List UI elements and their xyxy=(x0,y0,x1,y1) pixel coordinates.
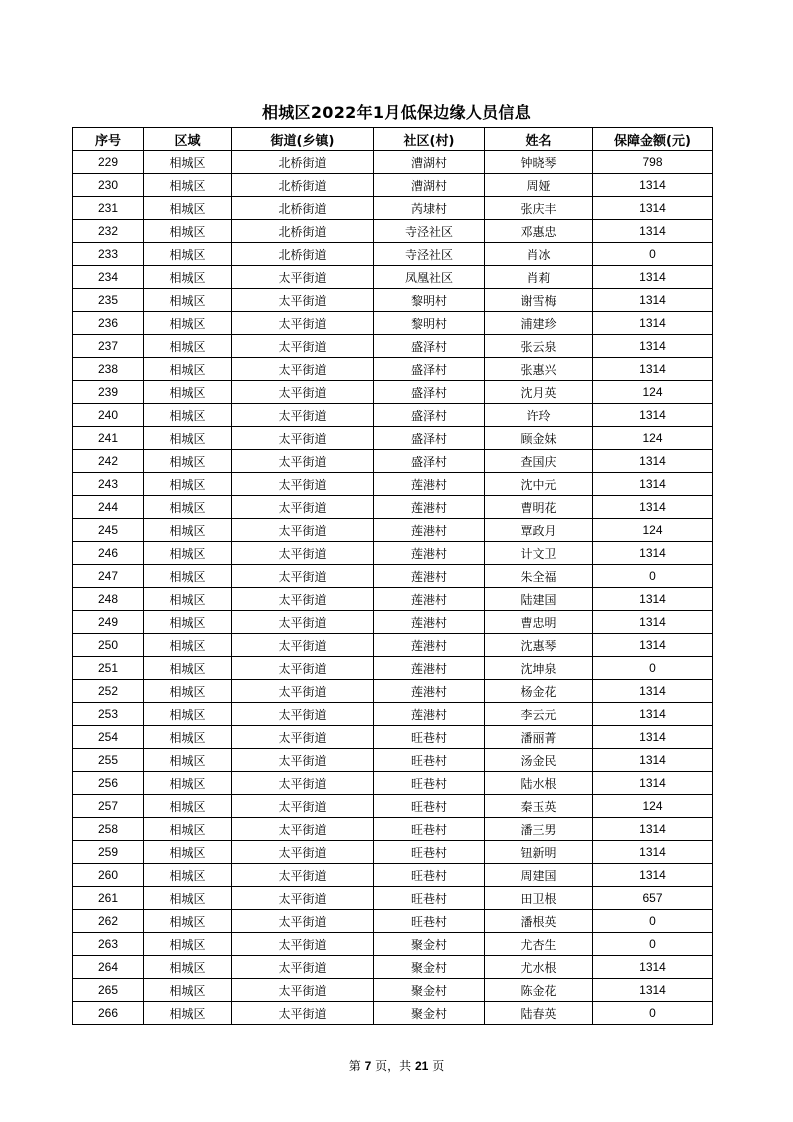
cell-district: 相城区 xyxy=(144,174,232,197)
cell-district: 相城区 xyxy=(144,634,232,657)
cell-district: 相城区 xyxy=(144,657,232,680)
cell-serial: 254 xyxy=(73,726,144,749)
cell-district: 相城区 xyxy=(144,887,232,910)
cell-serial: 232 xyxy=(73,220,144,243)
table-row xyxy=(73,335,713,358)
cell-amount: 1314 xyxy=(593,864,713,887)
cell-amount: 1314 xyxy=(593,473,713,496)
cell-name: 钟晓琴 xyxy=(485,151,593,174)
cell-amount: 1314 xyxy=(593,703,713,726)
cell-serial: 244 xyxy=(73,496,144,519)
table-row xyxy=(73,289,713,312)
cell-district: 相城区 xyxy=(144,565,232,588)
cell-community: 莲港村 xyxy=(374,703,485,726)
cell-serial: 239 xyxy=(73,381,144,404)
cell-district: 相城区 xyxy=(144,703,232,726)
cell-name: 顾金妹 xyxy=(485,427,593,450)
footer-middle: 页，共 xyxy=(375,1059,412,1073)
cell-district: 相城区 xyxy=(144,358,232,381)
cell-amount: 0 xyxy=(593,565,713,588)
cell-amount: 1314 xyxy=(593,542,713,565)
cell-serial: 261 xyxy=(73,887,144,910)
cell-amount: 124 xyxy=(593,427,713,450)
cell-serial: 247 xyxy=(73,565,144,588)
cell-community: 莲港村 xyxy=(374,588,485,611)
cell-community: 凤凰社区 xyxy=(374,266,485,289)
cell-serial: 241 xyxy=(73,427,144,450)
table-row xyxy=(73,588,713,611)
cell-street: 太平街道 xyxy=(232,427,374,450)
cell-amount: 1314 xyxy=(593,266,713,289)
cell-community: 莲港村 xyxy=(374,634,485,657)
cell-district: 相城区 xyxy=(144,588,232,611)
cell-street: 太平街道 xyxy=(232,473,374,496)
cell-district: 相城区 xyxy=(144,496,232,519)
cell-name: 沈月英 xyxy=(485,381,593,404)
table-row xyxy=(73,404,713,427)
cell-amount: 1314 xyxy=(593,956,713,979)
cell-community: 寺泾社区 xyxy=(374,243,485,266)
cell-district: 相城区 xyxy=(144,979,232,1002)
cell-community: 芮埭村 xyxy=(374,197,485,220)
cell-district: 相城区 xyxy=(144,795,232,818)
cell-name: 周娅 xyxy=(485,174,593,197)
cell-name: 陆水根 xyxy=(485,772,593,795)
cell-amount: 1314 xyxy=(593,726,713,749)
cell-district: 相城区 xyxy=(144,818,232,841)
cell-serial: 250 xyxy=(73,634,144,657)
cell-street: 太平街道 xyxy=(232,910,374,933)
table-row xyxy=(73,979,713,1002)
cell-name: 张庆丰 xyxy=(485,197,593,220)
cell-street: 太平街道 xyxy=(232,749,374,772)
cell-amount: 0 xyxy=(593,933,713,956)
cell-serial: 259 xyxy=(73,841,144,864)
cell-street: 太平街道 xyxy=(232,519,374,542)
cell-name: 沈惠琴 xyxy=(485,634,593,657)
cell-name: 钮新明 xyxy=(485,841,593,864)
cell-serial: 243 xyxy=(73,473,144,496)
cell-district: 相城区 xyxy=(144,933,232,956)
cell-district: 相城区 xyxy=(144,864,232,887)
table-row xyxy=(73,450,713,473)
cell-district: 相城区 xyxy=(144,151,232,174)
cell-serial: 249 xyxy=(73,611,144,634)
cell-amount: 124 xyxy=(593,519,713,542)
cell-amount: 0 xyxy=(593,657,713,680)
cell-community: 旺巷村 xyxy=(374,749,485,772)
header-street: 街道(乡镇) xyxy=(232,128,374,151)
header-name: 姓名 xyxy=(485,128,593,151)
cell-street: 太平街道 xyxy=(232,657,374,680)
cell-community: 盛泽村 xyxy=(374,427,485,450)
table-body xyxy=(73,151,713,1025)
cell-street: 太平街道 xyxy=(232,611,374,634)
cell-community: 莲港村 xyxy=(374,565,485,588)
cell-serial: 264 xyxy=(73,956,144,979)
cell-district: 相城区 xyxy=(144,772,232,795)
cell-name: 查国庆 xyxy=(485,450,593,473)
cell-community: 莲港村 xyxy=(374,680,485,703)
footer-total-pages: 21 xyxy=(415,1059,429,1073)
cell-street: 太平街道 xyxy=(232,887,374,910)
table-row xyxy=(73,657,713,680)
cell-name: 尤杏生 xyxy=(485,933,593,956)
cell-amount: 1314 xyxy=(593,818,713,841)
table-row xyxy=(73,519,713,542)
cell-name: 尤水根 xyxy=(485,956,593,979)
cell-community: 漕湖村 xyxy=(374,151,485,174)
cell-name: 沈坤泉 xyxy=(485,657,593,680)
cell-amount: 1314 xyxy=(593,312,713,335)
cell-serial: 234 xyxy=(73,266,144,289)
cell-community: 旺巷村 xyxy=(374,772,485,795)
cell-street: 太平街道 xyxy=(232,703,374,726)
cell-name: 秦玉英 xyxy=(485,795,593,818)
table-row xyxy=(73,1002,713,1025)
cell-district: 相城区 xyxy=(144,542,232,565)
table-row xyxy=(73,565,713,588)
cell-amount: 657 xyxy=(593,887,713,910)
table-row xyxy=(73,910,713,933)
cell-community: 莲港村 xyxy=(374,611,485,634)
table-row xyxy=(73,956,713,979)
cell-amount: 1314 xyxy=(593,174,713,197)
roster-table xyxy=(72,127,713,1025)
table-row xyxy=(73,841,713,864)
cell-amount: 1314 xyxy=(593,841,713,864)
cell-name: 陆建国 xyxy=(485,588,593,611)
cell-amount: 1314 xyxy=(593,289,713,312)
cell-district: 相城区 xyxy=(144,680,232,703)
footer-suffix: 页 xyxy=(432,1059,445,1073)
table-row xyxy=(73,473,713,496)
cell-street: 太平街道 xyxy=(232,933,374,956)
cell-community: 旺巷村 xyxy=(374,818,485,841)
cell-serial: 265 xyxy=(73,979,144,1002)
cell-name: 计文卫 xyxy=(485,542,593,565)
table-row xyxy=(73,381,713,404)
cell-serial: 256 xyxy=(73,772,144,795)
cell-name: 杨金花 xyxy=(485,680,593,703)
cell-street: 太平街道 xyxy=(232,289,374,312)
cell-street: 太平街道 xyxy=(232,266,374,289)
cell-name: 张云泉 xyxy=(485,335,593,358)
cell-name: 潘三男 xyxy=(485,818,593,841)
cell-street: 太平街道 xyxy=(232,726,374,749)
table-row xyxy=(73,795,713,818)
table-row xyxy=(73,220,713,243)
cell-serial: 229 xyxy=(73,151,144,174)
cell-district: 相城区 xyxy=(144,519,232,542)
cell-amount: 1314 xyxy=(593,404,713,427)
cell-district: 相城区 xyxy=(144,381,232,404)
cell-community: 盛泽村 xyxy=(374,450,485,473)
cell-name: 许玲 xyxy=(485,404,593,427)
cell-amount: 1314 xyxy=(593,450,713,473)
cell-serial: 263 xyxy=(73,933,144,956)
cell-community: 旺巷村 xyxy=(374,887,485,910)
footer-prefix: 第 xyxy=(348,1059,361,1073)
cell-serial: 233 xyxy=(73,243,144,266)
cell-amount: 0 xyxy=(593,1002,713,1025)
cell-name: 覃政月 xyxy=(485,519,593,542)
cell-community: 黎明村 xyxy=(374,289,485,312)
cell-district: 相城区 xyxy=(144,289,232,312)
table-row xyxy=(73,933,713,956)
cell-amount: 1314 xyxy=(593,197,713,220)
cell-name: 田卫根 xyxy=(485,887,593,910)
cell-community: 漕湖村 xyxy=(374,174,485,197)
cell-district: 相城区 xyxy=(144,335,232,358)
table-row xyxy=(73,427,713,450)
cell-street: 太平街道 xyxy=(232,312,374,335)
cell-amount: 0 xyxy=(593,910,713,933)
cell-name: 曹忠明 xyxy=(485,611,593,634)
cell-community: 盛泽村 xyxy=(374,358,485,381)
table-row xyxy=(73,864,713,887)
cell-community: 旺巷村 xyxy=(374,864,485,887)
cell-street: 北桥街道 xyxy=(232,174,374,197)
cell-name: 肖冰 xyxy=(485,243,593,266)
cell-amount: 1314 xyxy=(593,634,713,657)
cell-serial: 235 xyxy=(73,289,144,312)
table-row xyxy=(73,243,713,266)
cell-serial: 237 xyxy=(73,335,144,358)
cell-street: 北桥街道 xyxy=(232,151,374,174)
cell-amount: 1314 xyxy=(593,220,713,243)
cell-serial: 255 xyxy=(73,749,144,772)
table-row xyxy=(73,726,713,749)
cell-serial: 245 xyxy=(73,519,144,542)
cell-amount: 1314 xyxy=(593,749,713,772)
cell-street: 太平街道 xyxy=(232,680,374,703)
cell-community: 旺巷村 xyxy=(374,726,485,749)
cell-street: 太平街道 xyxy=(232,450,374,473)
cell-name: 邓惠忠 xyxy=(485,220,593,243)
cell-name: 潘根英 xyxy=(485,910,593,933)
cell-community: 莲港村 xyxy=(374,496,485,519)
cell-amount: 124 xyxy=(593,381,713,404)
cell-amount: 1314 xyxy=(593,358,713,381)
cell-street: 太平街道 xyxy=(232,1002,374,1025)
cell-amount: 1314 xyxy=(593,611,713,634)
cell-street: 北桥街道 xyxy=(232,220,374,243)
cell-amount: 798 xyxy=(593,151,713,174)
cell-community: 聚金村 xyxy=(374,1002,485,1025)
cell-street: 太平街道 xyxy=(232,358,374,381)
cell-name: 朱全福 xyxy=(485,565,593,588)
cell-district: 相城区 xyxy=(144,749,232,772)
cell-street: 太平街道 xyxy=(232,979,374,1002)
cell-amount: 1314 xyxy=(593,335,713,358)
cell-street: 太平街道 xyxy=(232,404,374,427)
document-title: 相城区2022年1月低保边缘人员信息 xyxy=(261,103,532,122)
cell-street: 太平街道 xyxy=(232,818,374,841)
table-row xyxy=(73,312,713,335)
cell-serial: 260 xyxy=(73,864,144,887)
cell-serial: 266 xyxy=(73,1002,144,1025)
table-row xyxy=(73,749,713,772)
cell-street: 北桥街道 xyxy=(232,197,374,220)
cell-serial: 242 xyxy=(73,450,144,473)
cell-district: 相城区 xyxy=(144,1002,232,1025)
cell-community: 盛泽村 xyxy=(374,335,485,358)
cell-district: 相城区 xyxy=(144,956,232,979)
cell-community: 旺巷村 xyxy=(374,910,485,933)
cell-serial: 253 xyxy=(73,703,144,726)
cell-amount: 1314 xyxy=(593,588,713,611)
cell-serial: 251 xyxy=(73,657,144,680)
cell-amount: 1314 xyxy=(593,680,713,703)
cell-name: 陈金花 xyxy=(485,979,593,1002)
cell-serial: 248 xyxy=(73,588,144,611)
header-district: 区域 xyxy=(144,128,232,151)
cell-street: 太平街道 xyxy=(232,795,374,818)
cell-district: 相城区 xyxy=(144,220,232,243)
cell-street: 太平街道 xyxy=(232,956,374,979)
table-row xyxy=(73,680,713,703)
cell-district: 相城区 xyxy=(144,312,232,335)
cell-street: 太平街道 xyxy=(232,565,374,588)
table-row xyxy=(73,703,713,726)
cell-name: 张惠兴 xyxy=(485,358,593,381)
cell-serial: 252 xyxy=(73,680,144,703)
cell-community: 寺泾社区 xyxy=(374,220,485,243)
cell-community: 莲港村 xyxy=(374,473,485,496)
cell-district: 相城区 xyxy=(144,197,232,220)
cell-community: 旺巷村 xyxy=(374,795,485,818)
cell-serial: 230 xyxy=(73,174,144,197)
cell-serial: 240 xyxy=(73,404,144,427)
cell-district: 相城区 xyxy=(144,726,232,749)
cell-serial: 238 xyxy=(73,358,144,381)
cell-name: 肖莉 xyxy=(485,266,593,289)
cell-amount: 0 xyxy=(593,243,713,266)
cell-community: 莲港村 xyxy=(374,542,485,565)
table-row xyxy=(73,151,713,174)
table-row xyxy=(73,174,713,197)
cell-amount: 1314 xyxy=(593,979,713,1002)
cell-name: 潘丽菁 xyxy=(485,726,593,749)
table-row xyxy=(73,772,713,795)
cell-street: 太平街道 xyxy=(232,864,374,887)
table-row xyxy=(73,542,713,565)
cell-serial: 231 xyxy=(73,197,144,220)
cell-district: 相城区 xyxy=(144,404,232,427)
cell-name: 陆春英 xyxy=(485,1002,593,1025)
cell-serial: 246 xyxy=(73,542,144,565)
cell-community: 旺巷村 xyxy=(374,841,485,864)
cell-community: 盛泽村 xyxy=(374,381,485,404)
page-footer xyxy=(0,1058,793,1074)
table-row xyxy=(73,611,713,634)
cell-district: 相城区 xyxy=(144,611,232,634)
cell-name: 浦建珍 xyxy=(485,312,593,335)
table-row xyxy=(73,634,713,657)
cell-street: 太平街道 xyxy=(232,588,374,611)
cell-amount: 1314 xyxy=(593,772,713,795)
cell-serial: 236 xyxy=(73,312,144,335)
cell-serial: 257 xyxy=(73,795,144,818)
cell-community: 聚金村 xyxy=(374,956,485,979)
cell-district: 相城区 xyxy=(144,910,232,933)
cell-name: 李云元 xyxy=(485,703,593,726)
cell-serial: 262 xyxy=(73,910,144,933)
cell-street: 北桥街道 xyxy=(232,243,374,266)
table-row xyxy=(73,358,713,381)
cell-name: 周建国 xyxy=(485,864,593,887)
cell-community: 聚金村 xyxy=(374,979,485,1002)
cell-street: 太平街道 xyxy=(232,841,374,864)
table-row xyxy=(73,197,713,220)
table-row xyxy=(73,496,713,519)
table-row xyxy=(73,887,713,910)
cell-district: 相城区 xyxy=(144,266,232,289)
header-serial: 序号 xyxy=(73,128,144,151)
cell-community: 莲港村 xyxy=(374,657,485,680)
cell-name: 沈中元 xyxy=(485,473,593,496)
cell-name: 曹明花 xyxy=(485,496,593,519)
cell-street: 太平街道 xyxy=(232,772,374,795)
table-row xyxy=(73,266,713,289)
cell-community: 聚金村 xyxy=(374,933,485,956)
cell-district: 相城区 xyxy=(144,243,232,266)
header-community: 社区(村) xyxy=(374,128,485,151)
header-amount: 保障金额(元) xyxy=(593,128,713,151)
cell-street: 太平街道 xyxy=(232,335,374,358)
cell-street: 太平街道 xyxy=(232,496,374,519)
header-row xyxy=(73,128,713,151)
cell-name: 谢雪梅 xyxy=(485,289,593,312)
cell-street: 太平街道 xyxy=(232,634,374,657)
cell-district: 相城区 xyxy=(144,473,232,496)
cell-name: 汤金民 xyxy=(485,749,593,772)
table-row xyxy=(73,818,713,841)
cell-street: 太平街道 xyxy=(232,542,374,565)
cell-serial: 258 xyxy=(73,818,144,841)
footer-page-number: 7 xyxy=(364,1059,372,1073)
cell-community: 盛泽村 xyxy=(374,404,485,427)
cell-amount: 1314 xyxy=(593,496,713,519)
cell-community: 黎明村 xyxy=(374,312,485,335)
cell-amount: 124 xyxy=(593,795,713,818)
cell-community: 莲港村 xyxy=(374,519,485,542)
cell-street: 太平街道 xyxy=(232,381,374,404)
cell-district: 相城区 xyxy=(144,841,232,864)
cell-district: 相城区 xyxy=(144,427,232,450)
cell-district: 相城区 xyxy=(144,450,232,473)
